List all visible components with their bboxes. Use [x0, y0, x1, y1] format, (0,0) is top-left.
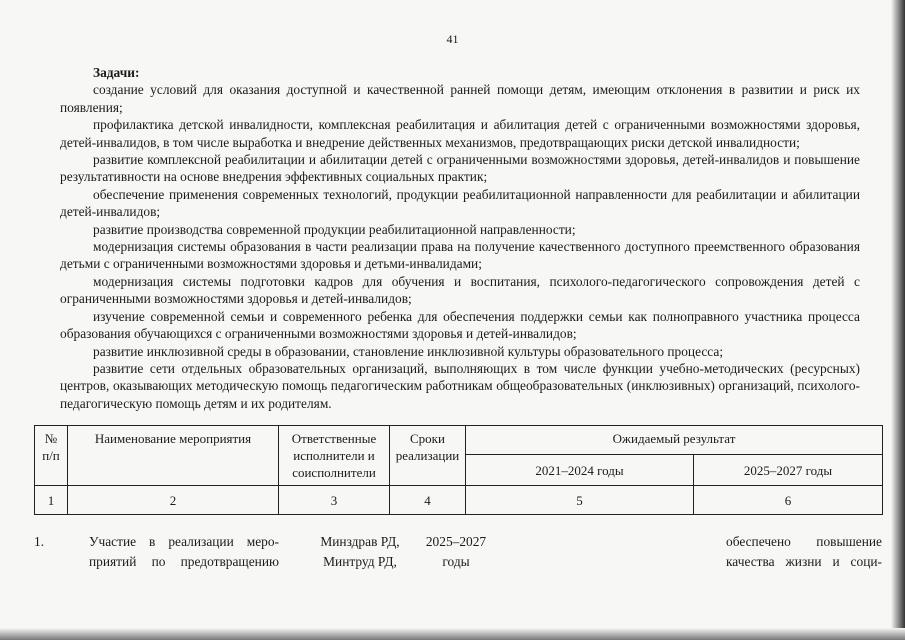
header-executors: Ответственные исполнители и соисполнители [279, 426, 390, 486]
terms-line: 2025–2027 [425, 534, 487, 549]
header-num: № п/п [35, 426, 68, 486]
row-result-2025-2027 [726, 532, 882, 572]
task-item: развитие производства современной продукции реабилитационной направленности; [93, 221, 576, 237]
column-number: 3 [279, 486, 390, 515]
executor-line: Минздрав РД, [320, 534, 400, 549]
result-line: обеспечено повышение [726, 534, 882, 549]
task-item: профилактика детской инвалидности, комплексная реабилитация и абилитация детей с ограниченными возможностями здоровья, детей-инвалидов, в том числе выработка и внедрение действенных механизмов, предотвращающих риски детской инвалидности; [60, 117, 860, 150]
header-period-1: 2021–2024 годы [466, 455, 694, 486]
column-number: 5 [466, 486, 694, 515]
row-number: 1. [34, 534, 45, 549]
activities-table [34, 425, 883, 515]
table-header-row [35, 426, 883, 455]
tasks-heading: Задачи: [93, 65, 140, 80]
table-row [34, 532, 882, 592]
task-item: создание условий для оказания доступной и качественной ранней помощи детям, имеющим отклонения в развитии и риск их появления; [60, 82, 860, 115]
terms-line: годы [442, 554, 470, 569]
column-number: 2 [68, 486, 279, 515]
row-executors [310, 532, 410, 572]
column-number: 4 [390, 486, 466, 515]
task-item: модернизация системы подготовки кадров для обучения и воспитания, психолого-педагогического сопровождения детей с ограниченными возможностями здоровья и детей-инвалидов; [60, 273, 860, 307]
activity-name-line: приятий по предотвращению [89, 554, 279, 569]
row-activity-name [89, 532, 279, 572]
header-period-2: 2025–2027 годы [694, 455, 883, 486]
column-number: 6 [694, 486, 883, 515]
task-item: развитие комплексной реабилитации и абилитации детей с ограниченными возможностями здоровья, детей-инвалидов и повышение результативности на основе внедрения эффективных социальных практик; [60, 152, 860, 185]
executor-line: Минтруд РД, [323, 554, 397, 569]
activity-name-line: Участие в реализации меро- [89, 534, 279, 549]
header-name: Наименование мероприятия [68, 426, 279, 486]
task-item: развитие инклюзивной среды в образовании, становление инклюзивной культуры образовательного процесса; [93, 343, 724, 359]
column-number-row [35, 486, 883, 515]
task-item: модернизация системы образования в части реализации права на получение качественного доступного преемственного образования детьми с ограниченными возможностями здоровья и детьми-инвалидами; [60, 239, 860, 272]
task-item: развитие сети отдельных образовательных организаций, выполняющих в том числе функции учебно-методических (ресурсных) центров, оказывающих методическую помощь педагогическим работникам общеобразовательных (инклюзивных) организаций, психолого-педагогическую помощь детям и их родителям. [60, 360, 860, 411]
header-expected-result: Ожидаемый результат [466, 426, 883, 455]
task-item: изучение современной семьи и современного ребенка для обеспечения поддержки семьи как полноправного участника процесса образования обучающихся с ограниченными возможностями здоровья и детей-инвалидов; [60, 308, 860, 342]
tasks-section [60, 64, 860, 412]
result-line: качества жизни и соци- [726, 554, 882, 569]
row-terms [414, 532, 498, 572]
page-number: 41 [446, 32, 459, 46]
task-item: обеспечение применения современных технологий, продукции реабилитационной направленности для реабилитации и абилитации детей-инвалидов; [60, 186, 860, 220]
header-terms: Сроки реализации [390, 426, 466, 486]
scan-edge-shadow [891, 0, 905, 640]
column-number: 1 [35, 486, 68, 515]
scan-bottom-shadow [0, 628, 905, 640]
